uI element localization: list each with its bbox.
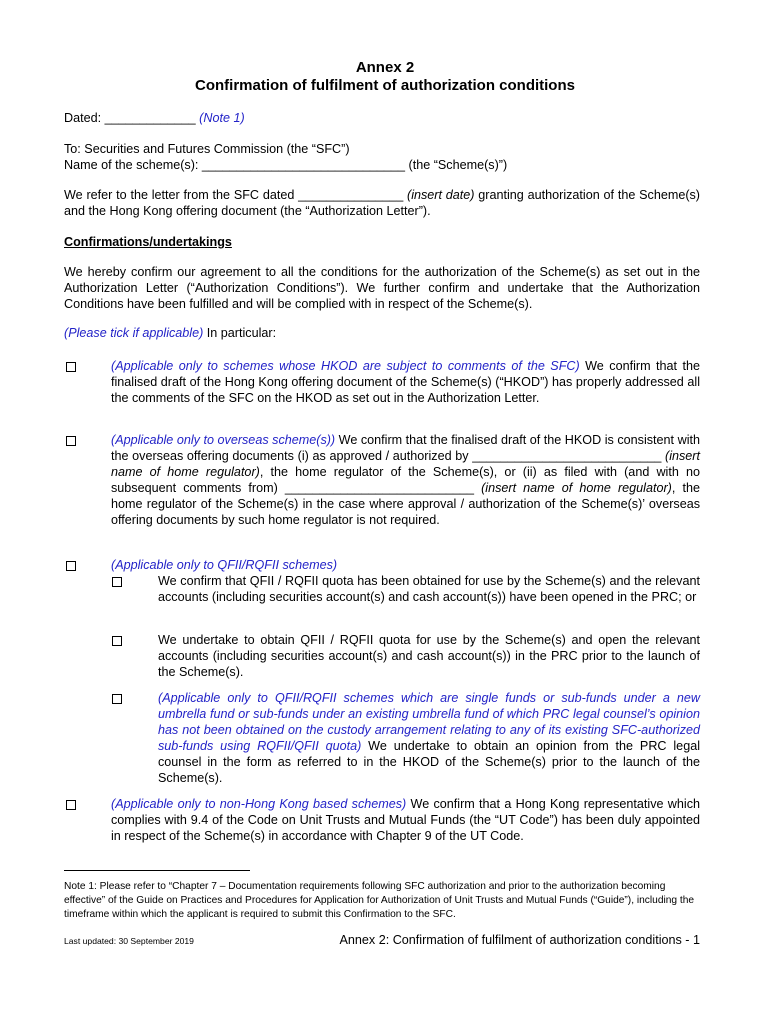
nonhk-italic: (Applicable only to non-Hong Kong based schemes) bbox=[111, 797, 407, 811]
section-heading bbox=[64, 234, 700, 250]
overseas-insert-1: (insert name of home regulator) bbox=[111, 449, 700, 479]
dated-line bbox=[64, 110, 700, 126]
qfii-italic: (Applicable only to QFII/RQFII schemes) bbox=[111, 558, 338, 572]
dated-note-ref: (Note 1) bbox=[199, 111, 245, 125]
dated-text: Dated: _____________ bbox=[64, 111, 196, 125]
tick-instruction bbox=[64, 325, 700, 341]
qfii-sub3 bbox=[158, 690, 700, 786]
qfii-sub1-text: We confirm that QFII / RQFII quota has been obtained for use by the Scheme(s) and the relevant accounts (including securities account(s) and cash account(s)) have been opened in the PRC; or bbox=[158, 574, 700, 604]
overseas-insert-2: (insert name of home regulator) bbox=[481, 481, 672, 495]
confirmations-heading: Confirmations/undertakings bbox=[64, 235, 232, 249]
qfii-sub2-checkbox[interactable] bbox=[112, 636, 122, 646]
footnote-divider bbox=[64, 870, 250, 871]
tick-text: In particular: bbox=[203, 326, 277, 340]
hkod-italic: (Applicable only to schemes whose HKOD are subject to comments of the SFC) bbox=[111, 359, 580, 373]
qfii-sub3-italic: (Applicable only to QFII/RQFII schemes which are single funds or sub-funds under a new umbrella fund or sub-funds under an existing umbrella fund of which PRC legal counsel’s opinion has not been obtained on the custody arrangement relating to any of its existing SFC-authorized sub-funds using RQFII/QFII quota) bbox=[158, 691, 700, 753]
hkod-text: We confirm that the finalised draft of the Hong Kong offering document of the Scheme(s) (“HKOD”) has properly addressed all the comments of the SFC on the HKOD as set out in the Authorization Letter. bbox=[111, 359, 700, 405]
last-updated: Last updated: 30 September 2019 bbox=[64, 936, 194, 946]
overseas-item bbox=[111, 432, 700, 528]
footnote: Note 1: Please refer to “Chapter 7 – Documentation requirements following SFC authorization and prior to the authorization becoming effective” of the Guide on Practices and Procedures for Application for Authorization of Unit Trusts and Mutual Funds (“Guide”), including the timeframe within which the applicant is required to submit this Confirmation to the SFC. bbox=[64, 881, 695, 920]
overseas-text-1: We confirm that the finalised draft of the HKOD is consistent with the overseas offering documents (i) as approved / authorized by ___________________________ bbox=[111, 433, 700, 463]
qfii-sub1-checkbox[interactable] bbox=[112, 577, 122, 587]
nonhk-item bbox=[111, 796, 700, 844]
addressee-line: To: Securities and Futures Commission (the “SFC”) bbox=[64, 142, 350, 156]
scheme-name-line: Name of the scheme(s): _____________________________ (the “Scheme(s)”) bbox=[64, 158, 508, 172]
document-title: Confirmation of fulfilment of authorization conditions bbox=[195, 77, 575, 94]
qfii-sub3-text: We undertake to obtain an opinion from the PRC legal counsel in the form as referred to in the HKOD of the Scheme(s) prior to the launch of the Scheme(s). bbox=[158, 739, 700, 785]
annex-title: Annex 2 bbox=[355, 59, 415, 76]
hkod-item bbox=[111, 358, 700, 406]
refer-paragraph bbox=[64, 187, 700, 219]
nonhk-checkbox[interactable] bbox=[66, 800, 76, 810]
qfii-sub3-checkbox[interactable] bbox=[112, 694, 122, 704]
overseas-italic: (Applicable only to overseas scheme(s)) bbox=[111, 433, 336, 447]
qfii-sub2-text: We undertake to obtain QFII / RQFII quota for use by the Scheme(s) and open the relevant accounts (including securities account(s) and cash account(s)) in the PRC prior to the launch of the Scheme(s). bbox=[158, 633, 700, 679]
overseas-text-3: , the home regulator of the Scheme(s) in the case where approval / authorization of the Scheme(s)’ overseas offering documents by such home regulator is not required. bbox=[111, 481, 700, 527]
page-footer-label: Annex 2: Confirmation of fulfilment of authorization conditions - 1 bbox=[339, 933, 700, 947]
qfii-item bbox=[111, 557, 700, 573]
refer-text-1: We refer to the letter from the SFC dated _______________ bbox=[64, 188, 407, 202]
nonhk-text: We confirm that a Hong Kong representative which complies with 9.4 of the Code on Unit Trusts and Mutual Funds (the “UT Code”) has been duly appointed in respect of the Scheme(s) in accordance with Chapter 9 of the UT Code. bbox=[111, 797, 700, 843]
tick-italic: (Please tick if applicable) bbox=[64, 326, 204, 340]
agreement-paragraph: We hereby confirm our agreement to all the conditions for the authorization of the Scheme(s) as set out in the Authorization Letter (“Authorization Conditions”). We further confirm and undertake that the Authorization Conditions have been fulfilled and will be complied with in respect of the Scheme(s). bbox=[64, 265, 700, 311]
hkod-checkbox[interactable] bbox=[66, 362, 76, 372]
refer-text-2: granting authorization of the Scheme(s) and the Hong Kong offering document (the “Authorization Letter”). bbox=[64, 188, 701, 218]
overseas-checkbox[interactable] bbox=[66, 436, 76, 446]
refer-insert-date: (insert date) bbox=[407, 188, 475, 202]
overseas-text-2: , the home regulator of the Scheme(s), or (ii) as filed with (and with no subsequent comments from) ___________________________ bbox=[111, 465, 701, 495]
qfii-checkbox[interactable] bbox=[66, 561, 76, 571]
